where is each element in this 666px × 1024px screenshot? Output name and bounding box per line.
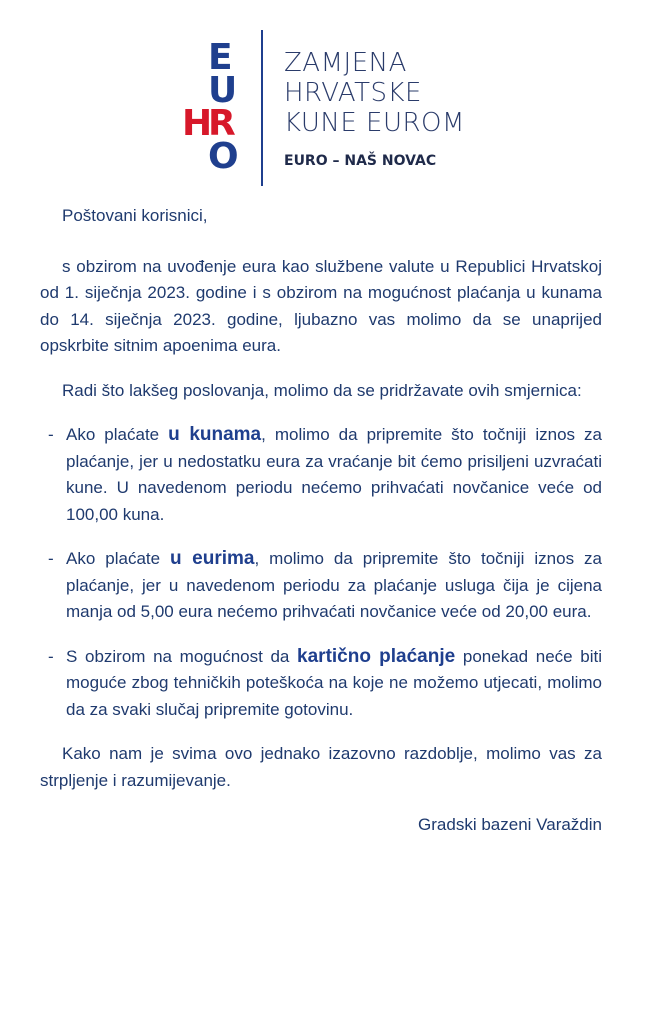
intro-paragraph: s obzirom na uvođenje eura kao službene valute u Republici Hrvatskoj od 1. siječnja 2023. godine i s obzirom na mogućnost plaćanja u kunama do 14. siječnja 2023. godine, ljubazno vas molimo da se unaprijed opskrbite sitnim apoenima eura.: [40, 256, 602, 355]
greeting: Poštovani korisnici,: [62, 206, 208, 225]
guideline-text: [66, 422, 602, 528]
logo-letter-u: U: [208, 70, 238, 111]
bullet-dash: -: [48, 549, 54, 568]
bullet-dash: -: [48, 425, 54, 444]
guideline-text: [66, 546, 602, 626]
guideline-emphasis: kartično plaćanje: [297, 645, 456, 667]
logo-letter-r: R: [208, 103, 236, 144]
guideline-emphasis: u kunama: [168, 424, 262, 445]
logo-subtitle: EURO – NAŠ NOVAC: [284, 153, 437, 169]
guideline-card: [40, 644, 602, 724]
guideline-euro: [40, 546, 602, 626]
logo-divider: [261, 30, 263, 186]
logo-title-line: ZAMJENA: [284, 48, 407, 78]
bullet-dash: -: [48, 646, 54, 666]
guideline-text-start: Ako plaćate: [66, 549, 171, 568]
guideline-text-rest: , molimo da pripremite što točniji iznos za plaćanje, jer u nedostatku eura za vraćanje bit ćemo prisiljeni uzvraćati kune. U navedenom periodu nećemo prihvaćati novčanice veće od 100,00 kuna.: [66, 425, 602, 524]
logo-letter-e: E: [208, 37, 233, 78]
notice-body: [40, 203, 602, 839]
signature: Gradski bazeni Varaždin: [418, 815, 602, 834]
guideline-text-rest: ponekad neće biti moguće zbog tehničkih poteškoća na koje ne možemo utjecati, molimo da za svaki slučaj pripremite gotovinu.: [66, 646, 602, 719]
logo-title-line: HRVATSKE: [284, 78, 422, 108]
logo-letter-h: H: [182, 103, 213, 144]
guideline-text: [66, 644, 602, 724]
logo-title-line: KUNE EUROM: [284, 108, 465, 138]
guideline-kune: [40, 422, 602, 528]
guideline-text-start: Ako plaćate: [66, 425, 169, 444]
logo-title: [284, 48, 465, 138]
guideline-emphasis: u eurima: [170, 548, 255, 569]
guidelines-intro: Radi što lakšeg poslovanja, molimo da se pridržavate ovih smjernica:: [62, 380, 582, 400]
logo-letter-o: O: [208, 136, 239, 177]
guideline-text-rest: , molimo da pripremite što točniji iznos za plaćanje, jer u navedenom periodu za plaćanje usluga čija je cijena manja od 5,00 eura nećemo prihvaćati novčanice veće od 20,00 eura.: [66, 549, 602, 621]
closing-paragraph: Kako nam je svima ovo jednako izazovno razdoblje, molimo vas za strpljenje i razumijevanje.: [40, 744, 602, 790]
header: [0, 0, 666, 200]
guideline-text-start: S obzirom na mogućnost da: [66, 646, 298, 666]
